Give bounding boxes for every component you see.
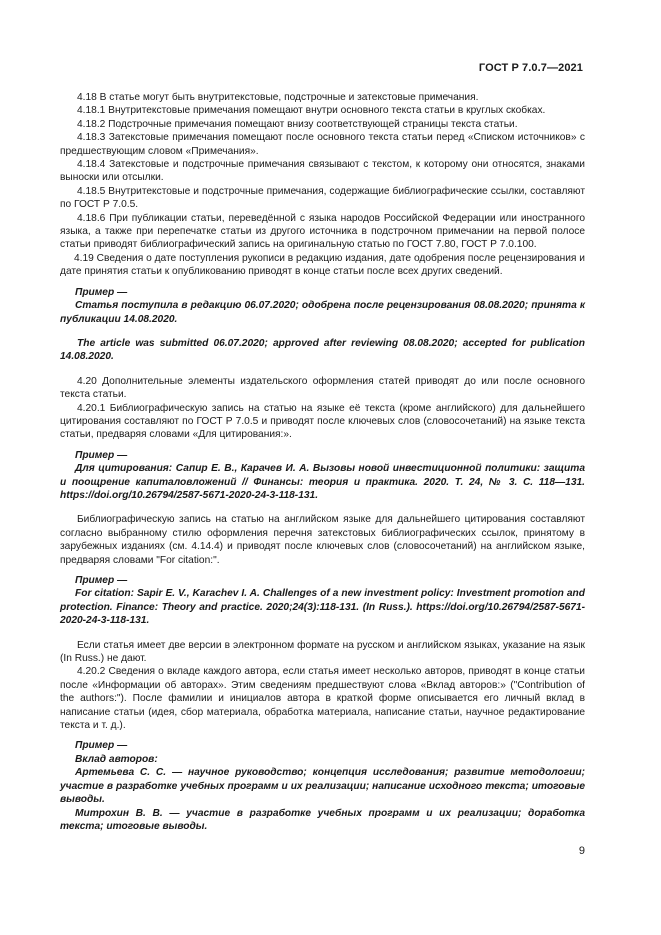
clause-4-18-2: 4.18.2 Подстрочные примечания помещают внизу соответствующей страницы текста статьи. — [77, 118, 518, 130]
page-number: 9 — [578, 845, 585, 857]
two-versions-note: Если статья имеет две версии в электронном формате на русском и английском языках, указание на язык (In Russ.) не дают. — [60, 639, 585, 665]
contributions-heading: Вклад авторов: — [75, 753, 158, 765]
clause-4-20-2: 4.20.2 Сведения о вкладе каждого автора, если статья имеет несколько авторов, приводят в конце статьи после «Информации об авторах». Этим сведениям предшествуют слова «Вклад авторов:» ("Contribution of the authors:"). После фамилии и инициалов автора в краткой форме описывается его личный вклад в написание статьи (идея, сбор материала, обработка материала, написание статьи, научное редактирование текста и т. д.). — [60, 666, 585, 732]
page-body — [60, 91, 585, 833]
clause-4-18-5: 4.18.5 Внутритекстовые и подстрочные примечания, содержащие библиографические ссылки, составляют по ГОСТ Р 7.0.5. — [60, 185, 585, 211]
clause-4-18-3: 4.18.3 Затекстовые примечания помещают после основного текста статьи перед «Списком источников» с предшествующим словом «Примечания». — [60, 132, 585, 157]
standard-designation: ГОСТ Р 7.0.7—2021 — [478, 62, 583, 74]
example-label: Пример — — [75, 740, 128, 752]
example-text: Статья поступила в редакцию 06.07.2020; одобрена после рецензирования 08.08.2020; принята к публикации 14.08.2020. — [60, 300, 585, 325]
clause-4-19: 4.19 Сведения о дате поступления рукописи в редакцию издания, дате одобрения после рецензирования и дате принятия статьи к опубликованию приводят в конце статьи после всех других сведений. — [60, 252, 585, 278]
example-text: Для цитирования: Сапир Е. В., Карачев И. А. Вызовы новой инвестиционной политики: защита и поощрение капиталовложений // Финансы: теория и практика. 2020. Т. 24, № 3. С. 118—131. https://doi.org/10.26794/2587-5671-2020-24-3-118-131. — [60, 463, 585, 501]
clause-4-18-4: 4.18.4 Затекстовые и подстрочные примечания связывают с текстом, к которому они относятся, знаками выноски или отсылки. — [60, 159, 585, 184]
example-text-english: The article was submitted 06.07.2020; approved after reviewing 08.08.2020; accepted for publication 14.08.2020. — [60, 337, 585, 363]
clause-4-20: 4.20 Дополнительные элементы издательского оформления статей приводят до или после основного текста статьи. — [60, 375, 585, 401]
example-label: Пример — — [75, 575, 128, 586]
clause-4-18: 4.18 В статье могут быть внутритекстовые, подстрочные и затекстовые примечания. — [77, 92, 479, 103]
example-label: Пример — — [75, 286, 128, 298]
english-citation-paragraph: Библиографическую запись на статью на английском языке для дальнейшего цитирования составляют согласно выбранному стилю оформления перечня затекстовых библиографических ссылок, принятому в зарубежных изданиях (см. 4.14.4) и приводят после ключевых слов (словосочетаний) на английском языке, предваряя словами "For citation:". — [60, 514, 585, 566]
clause-4-18-6: 4.18.6 При публикации статьи, переведённой с языка народов Российской Федерации или иностранного языка, а также при перепечатке статьи из другого источника в подстрочном примечании на первой полосе статьи приводят библиографический запись на оригинальную статью по ГОСТ 7.80, ГОСТ Р 7.0.100. — [60, 212, 585, 251]
author-contribution: Митрохин В. В. — участие в разработке учебных программ и их реализации; доработка текста; итоговые выводы. — [60, 807, 585, 832]
example-text: For citation: Sapir E. V., Karachev I. A. Challenges of a new investment policy: Investment promotion and protection. Finance: Theory and practice. 2020;24(3):118-131. (In Russ.). https://doi.org/10.26794/2587-5671-2020-24-3-118-131. — [60, 588, 585, 627]
clause-4-18-1: 4.18.1 Внутритекстовые примечания помещают внутри основного текста статьи в круглых скобках. — [77, 105, 546, 117]
author-contribution: Артемьева С. С. — научное руководство; концепция исследования; развитие методологии; участие в разработке учебных программ и их реализации; написание исходного текста; итоговые выводы. — [60, 767, 585, 806]
example-label: Пример — — [75, 449, 128, 461]
clause-4-20-1: 4.20.1 Библиографическую запись на статью на языке её текста (кроме английского) для дальнейшего цитирования составляют по ГОСТ Р 7.0.5 и приводят после ключевых слов (словосочетаний) на языке текста статьи, предваряя словами «Для цитирования:». — [60, 402, 585, 441]
